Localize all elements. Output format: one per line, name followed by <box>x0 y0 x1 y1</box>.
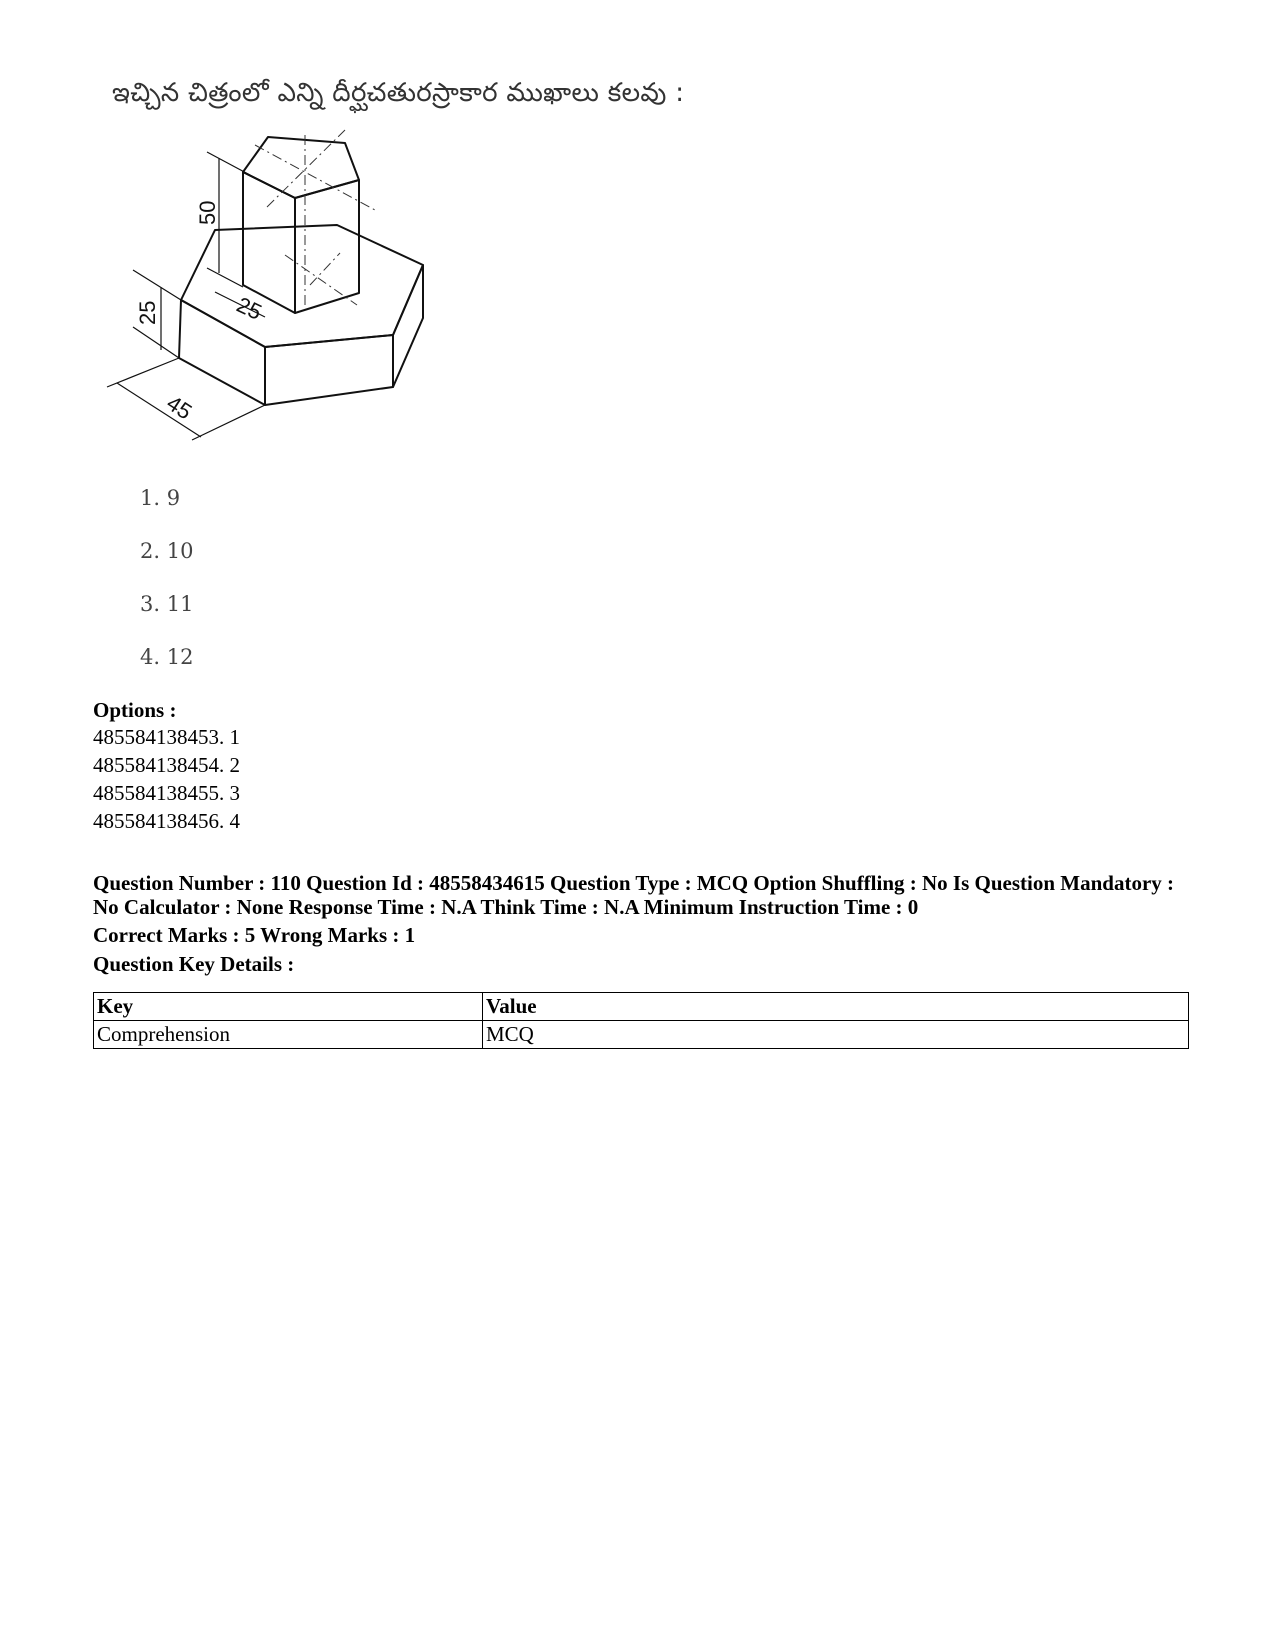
option-item: 485584138456. 4 <box>93 809 240 833</box>
option-item: 485584138454. 2 <box>93 753 240 777</box>
dim-label-45: 45 <box>162 390 197 425</box>
key-details-label: Question Key Details : <box>93 952 295 976</box>
choice-1: 1. 9 <box>140 486 181 510</box>
option-item: 485584138455. 3 <box>93 781 240 805</box>
dim-label-50: 50 <box>195 200 220 225</box>
table-header-row <box>94 993 1189 1021</box>
table-cell-key: Comprehension <box>94 1021 483 1049</box>
table-cell-value: MCQ <box>483 1021 1189 1049</box>
table-header-value: Value <box>483 993 1189 1021</box>
prism-top-face <box>243 137 359 198</box>
options-label: Options : <box>93 698 177 722</box>
dim-label-25-vertical: 25 <box>135 300 160 325</box>
choice-4: 4. 12 <box>140 645 194 669</box>
choice-3: 3. 11 <box>140 592 194 616</box>
question-meta-line-1: Question Number : 110 Question Id : 48558434615 Question Type : MCQ Option Shuffling : No Is Question Mandatory : <box>93 871 1175 895</box>
prism-left-face <box>243 172 295 313</box>
choice-2: 2. 10 <box>140 539 194 563</box>
dim-label-25: 25 <box>232 291 266 325</box>
question-meta-line-2: No Calculator : None Response Time : N.A Think Time : N.A Minimum Instruction Time : 0 <box>93 895 919 919</box>
table-row <box>94 1021 1189 1049</box>
isometric-figure <box>95 125 455 470</box>
question-text: ఇచ్చిన చిత్రంలో ఎన్ని దీర్ఘచతురస్రాకార ముఖాలు కలవు : <box>112 78 685 108</box>
isometric-drawing <box>95 125 455 470</box>
base-front-right-face <box>265 335 393 405</box>
base-right-face <box>393 265 423 387</box>
option-item: 485584138453. 1 <box>93 725 240 749</box>
key-details-table <box>93 992 1189 1049</box>
base-top-face <box>181 225 423 347</box>
table-header-key: Key <box>94 993 483 1021</box>
marks-line: Correct Marks : 5 Wrong Marks : 1 <box>93 923 416 947</box>
